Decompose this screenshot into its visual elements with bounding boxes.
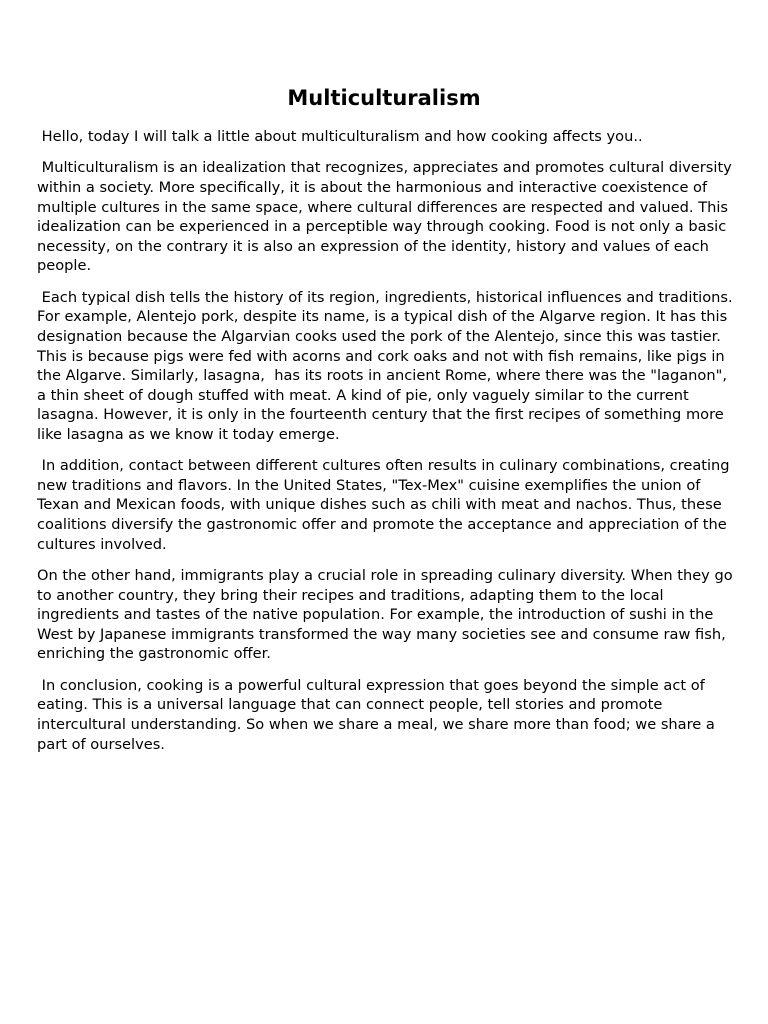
document-title: Multiculturalism	[287, 86, 481, 110]
paragraph-culinary-combinations: In addition, contact between different cultures often results in culinary combinations, creating new traditions and flavors. In the United States, "Tex-Mex" cuisine exemplifies the union of Texan and Mexican foods, with unique dishes such as chili with meat and nachos. Thus, these coalitions diversify the gastronomic offer and promote the acceptance and appreciation of the cultures involved.	[37, 457, 735, 553]
document-body	[37, 127, 737, 766]
paragraph-conclusion: In conclusion, cooking is a powerful cultural expression that goes beyond the simple act of eating. This is a universal language that can connect people, tell stories and promote intercultural understanding. So when we share a meal, we share more than food; we share a part of ourselves.	[37, 676, 720, 753]
paragraph-intro: Hello, today I will talk a little about multiculturalism and how cooking affects you..	[37, 128, 643, 145]
paragraph-immigrants: On the other hand, immigrants play a crucial role in spreading culinary diversity. When they go to another country, they bring their recipes and traditions, adapting them to the local ingredients and tastes of the native population. For example, the introduction of sushi in the West by Japanese immigrants transformed the way many societies see and consume raw fish, enriching the gastronomic offer.	[37, 567, 738, 663]
paragraph-definition: Multiculturalism is an idealization that recognizes, appreciates and promotes cultural diversity within a society. More specifically, it is about the harmonious and interactive coexistence of multiple cultures in the same space, where cultural differences are respected and valued. This idealization can be experienced in a perceptible way through cooking. Food is not only a basic necessity, on the contrary it is also an expression of the identity, history and values of each people.	[37, 159, 737, 275]
paragraph-typical-dishes: Each typical dish tells the history of its region, ingredients, historical influences and traditions. For example, Alentejo pork, despite its name, is a typical dish of the Algarve region. It has this designation because the Algarvian cooks used the pork of the Alentejo, since this was tastier. This is because pigs were fed with acorns and cork oaks and not with fish remains, like pigs in the Algarve. Similarly, lasagna, has its roots in ancient Rome, where there was the "laganon", a thin sheet of dough stuffed with meat. A kind of pie, only vaguely similar to the current lasagna. However, it is only in the fourteenth century that the first recipes of something more like lasagna as we know it today emerge.	[37, 288, 738, 443]
